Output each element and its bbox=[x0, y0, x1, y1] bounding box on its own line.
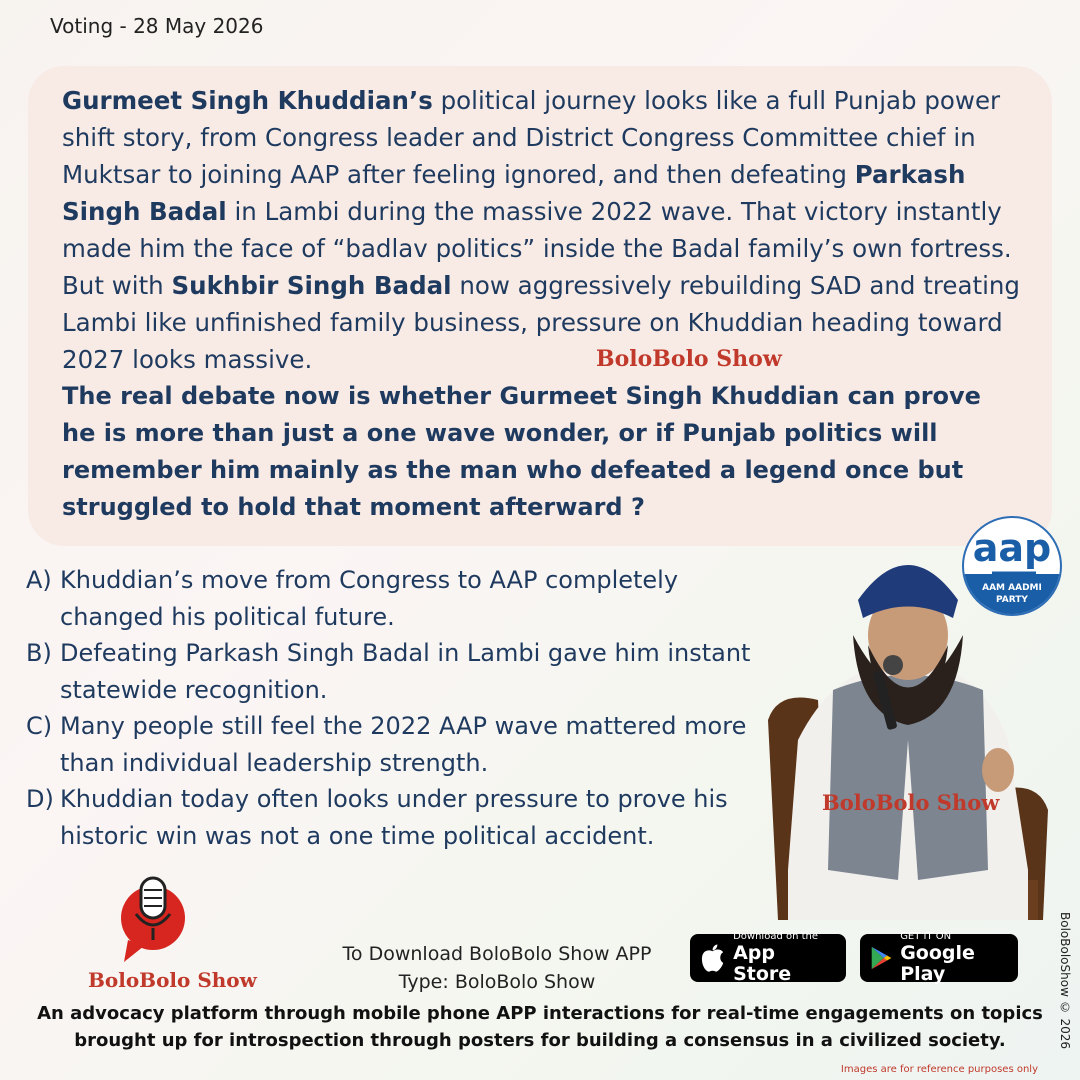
app-store-button[interactable]: Download on the App Store bbox=[690, 934, 846, 982]
brand-name: BoloBolo Show bbox=[88, 968, 257, 992]
name-parkash-badal: Parkash Singh Badal bbox=[62, 160, 966, 226]
poll-options bbox=[26, 562, 766, 854]
watermark-portrait: BoloBolo Show bbox=[822, 790, 1000, 815]
google-play-icon bbox=[870, 944, 892, 972]
intro-paragraph: Gurmeet Singh Khuddian’s political journey looks like a full Punjab power shift story, from Congress leader and District Congress Committee chief in Muktsar to joining AAP after feeling ignored, and then defeating Parkash Singh Badal in Lambi during the massive 2022 wave. That victory instantly made him the face of “badlav politics” inside the Badal family’s own fortress. But with Sukhbir Singh Badal now aggressively rebuilding SAD and treating Lambi like unfinished family business, pressure on Khuddian heading toward 2027 looks massive. bbox=[62, 86, 1020, 374]
image-disclaimer: Images are for reference purposes only bbox=[840, 1064, 1038, 1075]
politician-portrait bbox=[758, 540, 1058, 920]
option-b[interactable]: B) Defeating Parkash Singh Badal in Lambi gave him instant statewide recognition. bbox=[26, 639, 751, 704]
option-d[interactable]: D) Khuddian today often looks under pressure to prove his historic win was not a one time political accident. bbox=[26, 785, 728, 850]
poster-date: Voting - 28 May 2026 bbox=[50, 14, 264, 38]
option-a[interactable]: A) Khuddian’s move from Congress to AAP completely changed his political future. bbox=[26, 566, 679, 631]
name-khuddian: Gurmeet Singh Khuddian’s bbox=[62, 86, 433, 115]
name-sukhbir-badal: Sukhbir Singh Badal bbox=[171, 271, 452, 300]
option-c[interactable]: C) Many people still feel the 2022 AAP wave mattered more than individual leadership strength. bbox=[26, 712, 747, 777]
copyright-notice: BoloBoloShow © 2026 bbox=[1058, 912, 1072, 1050]
watermark-top: BoloBolo Show bbox=[596, 346, 782, 372]
download-instructions: To Download BoloBolo Show APP Type: BoloBolo Show bbox=[342, 943, 652, 993]
bolobolo-mic-logo bbox=[120, 870, 186, 966]
google-play-button[interactable]: GET IT ON Google Play bbox=[860, 934, 1018, 982]
aap-party-logo: aap AAM AADMI PARTY bbox=[962, 516, 1062, 616]
footer-tagline: An advocacy platform through mobile phone APP interactions for real-time engagements on topics brought up for introspection through posters for building a consensus in a civilized society. bbox=[37, 1003, 1043, 1051]
debate-question: The real debate now is whether Gurmeet Singh Khuddian can prove he is more than just a one wave wonder, or if Punjab politics will remember him mainly as the man who defeated a legend once but struggled to hold that moment afterward ? bbox=[62, 382, 981, 521]
apple-icon bbox=[700, 943, 725, 973]
